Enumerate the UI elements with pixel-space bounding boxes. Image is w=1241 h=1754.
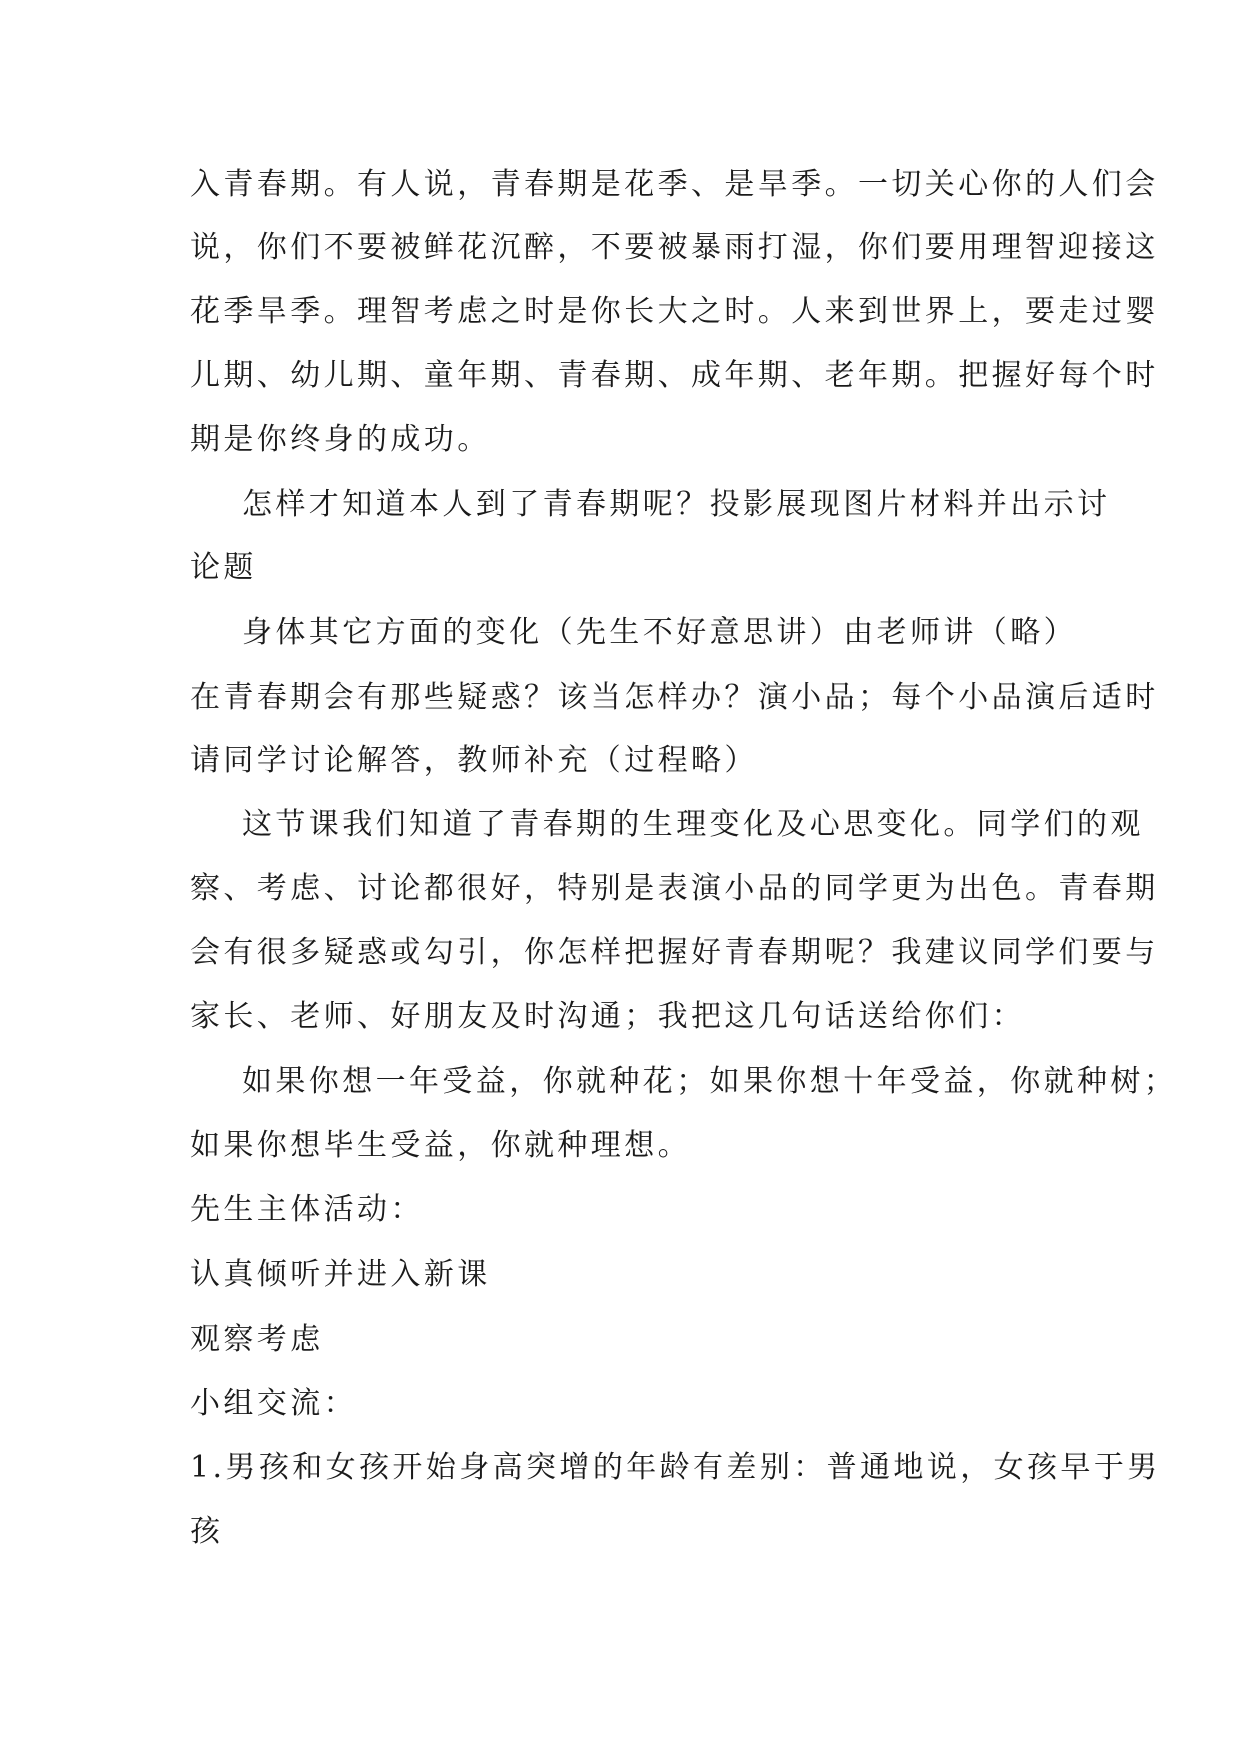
text-line: 在青春期会有那些疑惑？该当怎样办？演小品；每个小品演后适时 xyxy=(190,680,1159,715)
text-line: 入青春期。有人说，青春期是花季、是旱季。一切关心你的人们会 xyxy=(190,167,1159,202)
text-line: 如果你想毕生受益，你就种理想。 xyxy=(190,1128,691,1163)
text-line: 小组交流： xyxy=(190,1386,357,1421)
text-line: 会有很多疑惑或勾引，你怎样把握好青春期呢？我建议同学们要与 xyxy=(190,935,1159,970)
text-line: 论题 xyxy=(190,550,257,585)
text-line: 身体其它方面的变化（先生不好意思讲）由老师讲（略） xyxy=(242,615,1077,650)
text-line: 认真倾听并进入新课 xyxy=(190,1257,491,1292)
text-line: 请同学讨论解答，教师补充（过程略） xyxy=(190,743,758,778)
text-line: 儿期、幼儿期、童年期、青春期、成年期、老年期。把握好每个时 xyxy=(190,358,1159,393)
text-line: 先生主体活动： xyxy=(190,1192,424,1227)
text-line: 如果你想一年受益，你就种花；如果你想十年受益，你就种树； xyxy=(242,1064,1178,1099)
text-line: 观察考虑 xyxy=(190,1322,324,1357)
text-line: 说，你们不要被鲜花沉醉，不要被暴雨打湿，你们要用理智迎接这 xyxy=(190,230,1159,265)
text-line: 期是你终身的成功。 xyxy=(190,422,491,457)
text-line: 这节课我们知道了青春期的生理变化及心思变化。同学们的观 xyxy=(242,807,1144,842)
text-line: 家长、老师、好朋友及时沟通；我把这几句话送给你们： xyxy=(190,999,1025,1034)
text-line: 察、考虑、讨论都很好，特别是表演小品的同学更为出色。青春期 xyxy=(190,871,1159,906)
text-line: 1.男孩和女孩开始身高突增的年龄有差别：普通地说，女孩早于男 xyxy=(190,1450,1161,1485)
text-line: 孩 xyxy=(190,1514,224,1549)
text-line: 花季旱季。理智考虑之时是你长大之时。人来到世界上，要走过婴 xyxy=(190,294,1159,329)
text-line: 怎样才知道本人到了青春期呢？投影展现图片材料并出示讨 xyxy=(242,487,1111,522)
